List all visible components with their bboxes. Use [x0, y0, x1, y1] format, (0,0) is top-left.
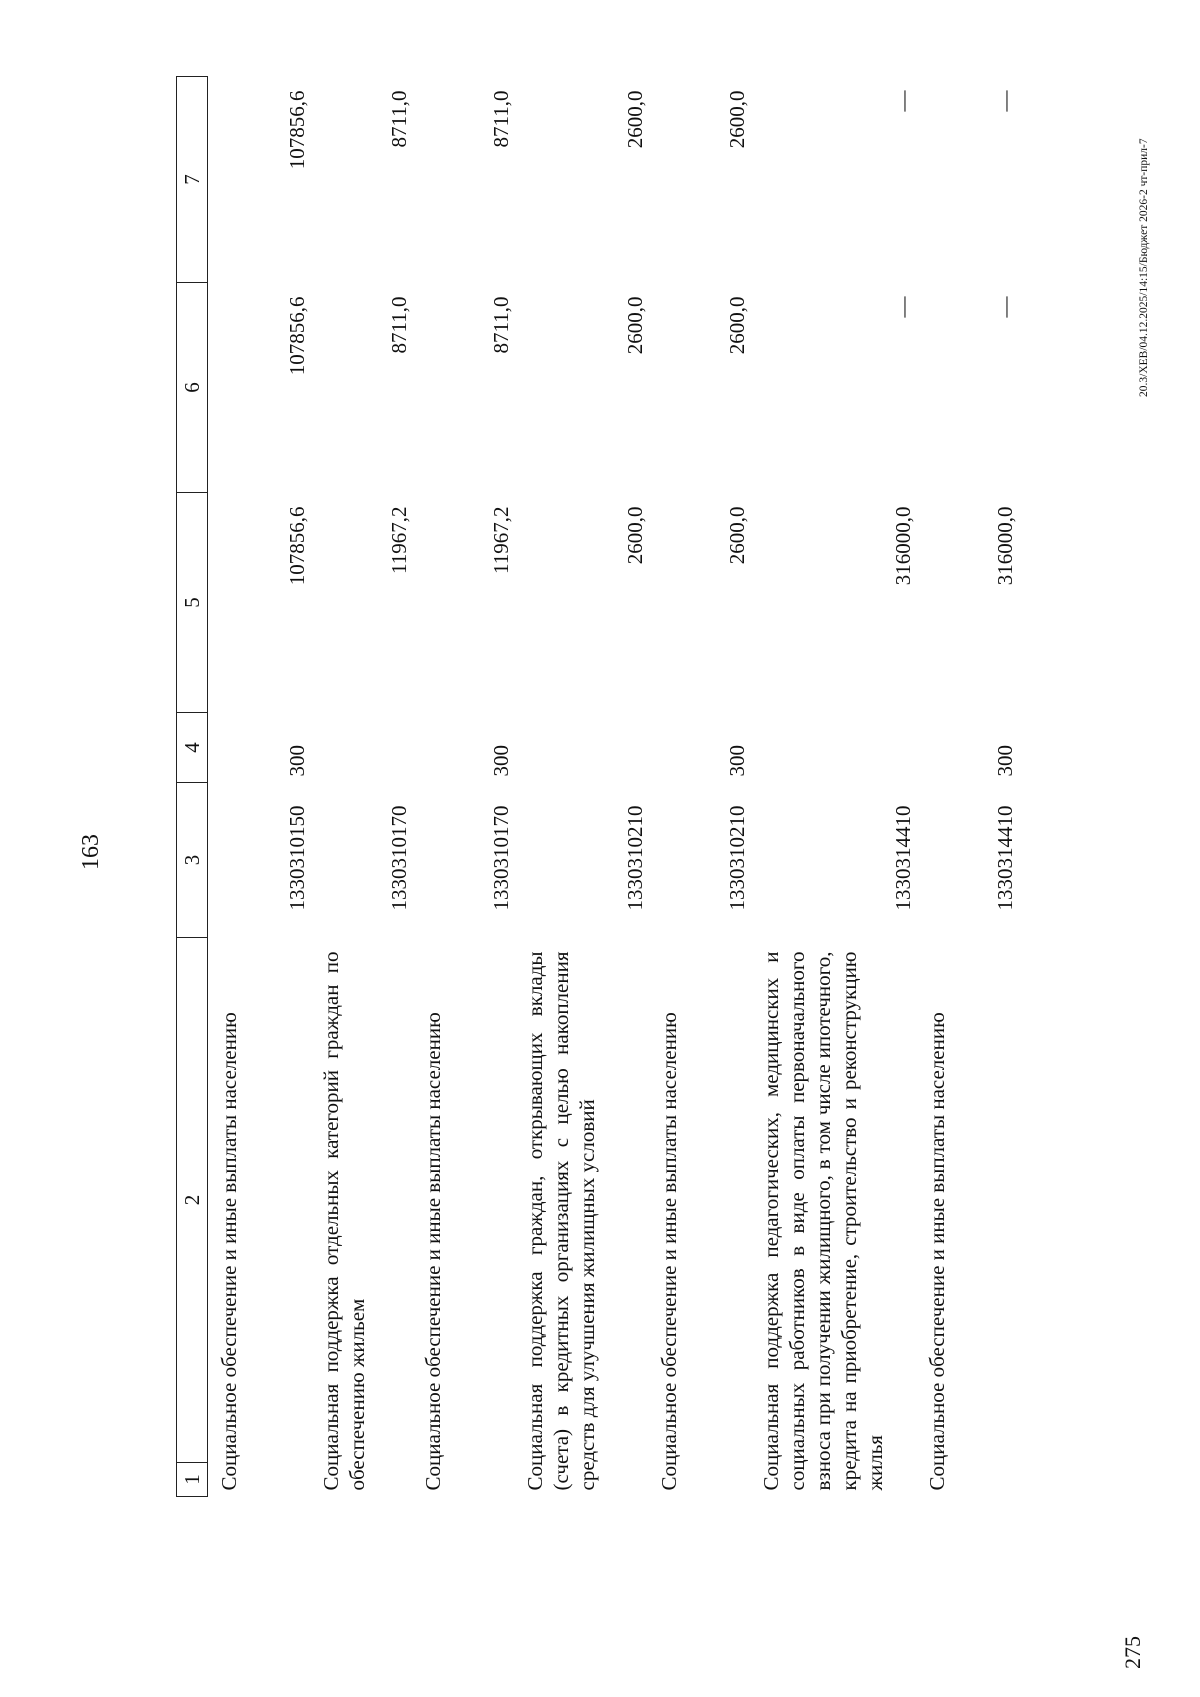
row-amount-col5: 11967,2 — [387, 506, 411, 574]
row-name: Социальное обеспечение и иные выплаты населению — [925, 1012, 949, 1491]
row-expense-type — [310, 713, 412, 783]
row-name: Социальное обеспечение и иные выплаты населению — [421, 1012, 445, 1491]
page-number-bottom: 275 — [1120, 1636, 1145, 1669]
page-number-top: 163 — [78, 834, 104, 870]
row-amount-col6: 8711,0 — [489, 296, 513, 354]
table-row — [310, 77, 412, 1497]
row-name: Социальное обеспечение и иные выплаты населению — [217, 1012, 241, 1491]
footer-stamp: 20.3/ХЕВ/04.12.2025/14:15/Бюджет 2026-2 чт-прил-7 — [1138, 138, 1150, 397]
header-row — [177, 77, 208, 1497]
row-amount-col6: 2600,0 — [623, 296, 647, 355]
row-amount-col7: 8711,0 — [387, 90, 411, 148]
row-code: 1330314410 — [891, 805, 915, 911]
row-code: 1330310210 — [623, 805, 647, 911]
row-amount-col7: — — [891, 90, 915, 112]
row-amount-col5: 11967,2 — [489, 506, 513, 574]
table-row — [916, 77, 1018, 1497]
table-row — [412, 77, 514, 1497]
header-col-6: 6 — [177, 283, 208, 493]
table-row — [514, 77, 648, 1497]
table-row — [750, 77, 916, 1497]
row-name: Социальная поддержка отдельных категорий граждан по обеспечению жильем — [319, 951, 369, 1491]
table-row — [208, 77, 311, 1497]
header-col-4: 4 — [177, 713, 208, 783]
budget-table — [176, 76, 1018, 1497]
header-col-7: 7 — [177, 77, 208, 283]
row-expense-type: 300 — [993, 745, 1017, 777]
row-code: 1330310170 — [387, 805, 411, 911]
table-row — [648, 77, 750, 1497]
row-code: 1330314410 — [993, 805, 1017, 911]
row-code: 1330310150 — [285, 805, 309, 911]
row-amount-col7: 2600,0 — [623, 90, 647, 149]
row-amount-col7: 8711,0 — [489, 90, 513, 148]
row-amount-col6: — — [993, 296, 1017, 318]
row-amount-col7: — — [993, 90, 1017, 112]
header-col-1: 1 — [177, 1463, 208, 1497]
row-code: 1330310210 — [725, 805, 749, 911]
row-code: 1330310170 — [489, 805, 513, 911]
row-amount-col6: 107856,6 — [285, 296, 309, 376]
row-expense-type — [514, 713, 648, 783]
row-expense-type — [750, 713, 916, 783]
header-col-3: 3 — [177, 783, 208, 938]
header-col-5: 5 — [177, 493, 208, 713]
row-amount-col5: 316000,0 — [993, 506, 1017, 586]
row-amount-col7: 107856,6 — [285, 90, 309, 170]
row-name: Социальная поддержка педагогических, медицинских и социальных работников в виде оплаты первоначального взноса при получении жилищного, в том числе ипотечного, кредита на приобретение, строительство и реконструкцию жилья — [759, 951, 887, 1491]
row-amount-col5: 107856,6 — [285, 506, 309, 586]
row-amount-col5: 316000,0 — [891, 506, 915, 586]
row-amount-col7: 2600,0 — [725, 90, 749, 149]
row-expense-type: 300 — [489, 745, 513, 777]
row-amount-col6: — — [891, 296, 915, 318]
row-name: Социальное обеспечение и иные выплаты населению — [657, 1012, 681, 1491]
row-amount-col5: 2600,0 — [623, 506, 647, 565]
row-expense-type: 300 — [725, 745, 749, 777]
row-amount-col6: 2600,0 — [725, 296, 749, 355]
row-amount-col5: 2600,0 — [725, 506, 749, 565]
header-col-2: 2 — [177, 938, 208, 1463]
row-expense-type: 300 — [285, 745, 309, 777]
row-name: Социальная поддержка граждан, открывающих вклады (счета) в кредитных организациях с целью накопления средств для улучшения жилищных условий — [523, 951, 599, 1491]
row-amount-col6: 8711,0 — [387, 296, 411, 354]
